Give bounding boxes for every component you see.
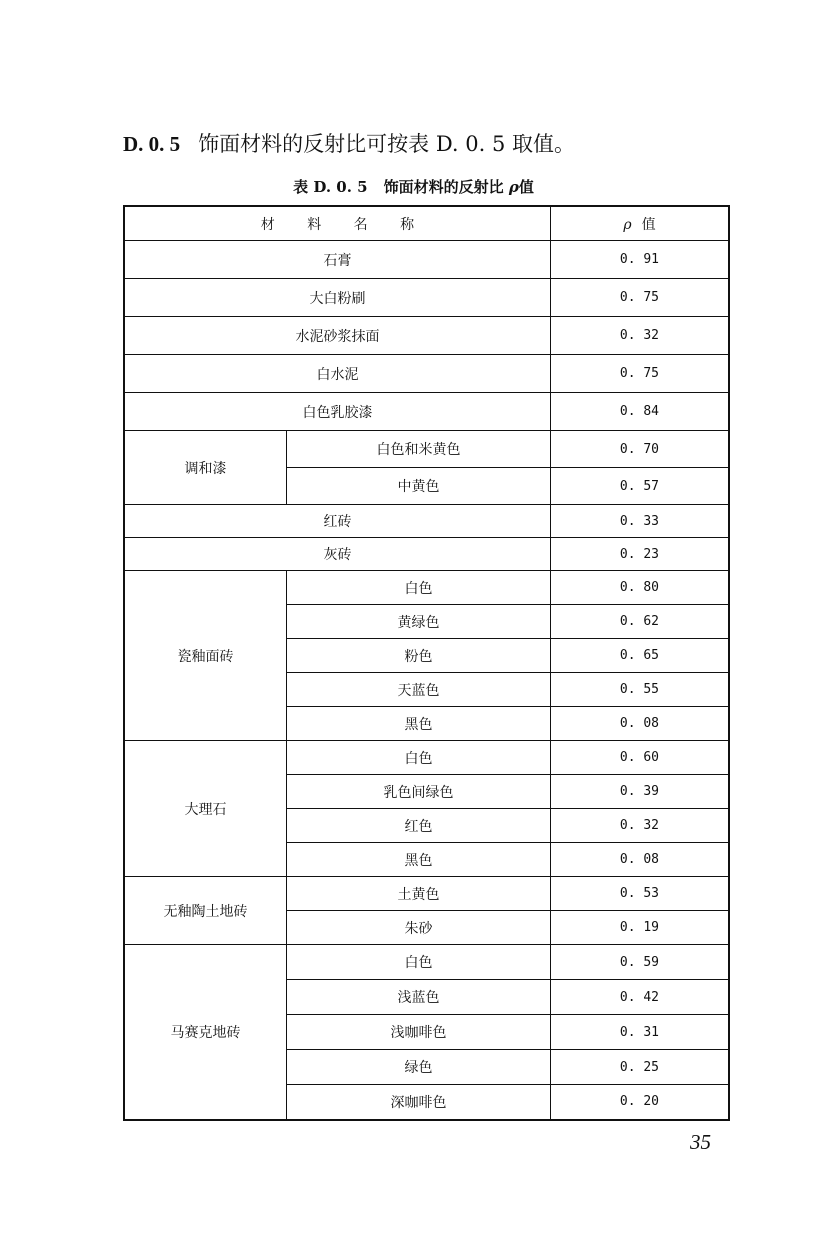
reflectance-value: 0. 60: [550, 741, 729, 775]
reflectance-value: 0. 32: [550, 809, 729, 843]
reflectance-value: 0. 55: [550, 673, 729, 707]
reflectance-value: 0. 57: [550, 468, 729, 505]
header-value-label: 值: [641, 216, 656, 233]
clause-text: 饰面材料的反射比可按表 D. 0. 5 取值。: [198, 132, 576, 156]
material-name: 灰砖: [124, 538, 550, 571]
clause-number: D. 0. 5: [123, 132, 181, 156]
reflectance-value: 0. 84: [550, 393, 729, 431]
material-subtype: 白色: [287, 741, 551, 775]
reflectance-value: 0. 08: [550, 707, 729, 741]
reflectance-value: 0. 62: [550, 605, 729, 639]
reflectance-value: 0. 80: [550, 571, 729, 605]
reflectance-value: 0. 75: [550, 279, 729, 317]
material-group-name: 马赛克地砖: [124, 945, 287, 1120]
reflectance-value: 0. 53: [550, 877, 729, 911]
material-subtype: 白色和米黄色: [287, 431, 551, 468]
table-row: [124, 279, 729, 317]
table-row: [124, 945, 729, 980]
reflectance-value: 0. 25: [550, 1050, 729, 1085]
material-name: 大白粉刷: [124, 279, 550, 317]
material-subtype: 深咖啡色: [287, 1085, 551, 1120]
material-group-name: 大理石: [124, 741, 287, 877]
material-group-name: 调和漆: [124, 431, 287, 505]
reflectance-value: 0. 32: [550, 317, 729, 355]
material-subtype: 土黄色: [287, 877, 551, 911]
table-row: [124, 538, 729, 571]
table-row: [124, 571, 729, 605]
table-title: 饰面材料的反射比: [383, 178, 504, 196]
header-material: 材 料 名 称: [124, 206, 550, 241]
material-subtype: 红色: [287, 809, 551, 843]
reflectance-value: 0. 23: [550, 538, 729, 571]
table-row: [124, 393, 729, 431]
reflectance-value: 0. 39: [550, 775, 729, 809]
material-subtype: 绿色: [287, 1050, 551, 1085]
material-name: 白色乳胶漆: [124, 393, 550, 431]
table-row: [124, 505, 729, 538]
material-name: 红砖: [124, 505, 550, 538]
header-rho-symbol: ρ: [623, 216, 632, 233]
reflectance-value: 0. 70: [550, 431, 729, 468]
material-group-name: 瓷釉面砖: [124, 571, 287, 741]
material-subtype: 黄绿色: [287, 605, 551, 639]
reflectance-value: 0. 08: [550, 843, 729, 877]
reflectance-value: 0. 75: [550, 355, 729, 393]
material-subtype: 白色: [287, 571, 551, 605]
material-name: 石膏: [124, 241, 550, 279]
table-caption: [0, 176, 827, 197]
clause-d-0-5: [123, 128, 575, 158]
reflectance-value: 0. 31: [550, 1015, 729, 1050]
reflectance-value: 0. 42: [550, 980, 729, 1015]
material-subtype: 中黄色: [287, 468, 551, 505]
material-subtype: 朱砂: [287, 911, 551, 945]
reflectance-value: 0. 19: [550, 911, 729, 945]
table-number: 表 D. 0. 5: [293, 178, 368, 196]
reflectance-value: 0. 59: [550, 945, 729, 980]
material-subtype: 黑色: [287, 843, 551, 877]
table-header-row: [124, 206, 729, 241]
material-subtype: 粉色: [287, 639, 551, 673]
reflectance-table-body: [124, 206, 729, 1120]
material-group-name: 无釉陶土地砖: [124, 877, 287, 945]
table-row: [124, 431, 729, 468]
material-subtype: 浅蓝色: [287, 980, 551, 1015]
reflectance-table: [123, 205, 730, 1121]
material-subtype: 天蓝色: [287, 673, 551, 707]
reflectance-value: 0. 65: [550, 639, 729, 673]
table-row: [124, 355, 729, 393]
reflectance-value: 0. 33: [550, 505, 729, 538]
table-title-suffix: 值: [518, 178, 534, 196]
page-number: 35: [690, 1130, 711, 1154]
rho-symbol: ρ: [508, 178, 519, 196]
table-row: [124, 877, 729, 911]
header-value: [550, 206, 729, 241]
table-row: [124, 317, 729, 355]
material-name: 白水泥: [124, 355, 550, 393]
table-row: [124, 741, 729, 775]
reflectance-value: 0. 91: [550, 241, 729, 279]
material-subtype: 黑色: [287, 707, 551, 741]
table-row: [124, 241, 729, 279]
material-subtype: 乳色间绿色: [287, 775, 551, 809]
material-subtype: 浅咖啡色: [287, 1015, 551, 1050]
material-name: 水泥砂浆抹面: [124, 317, 550, 355]
material-subtype: 白色: [287, 945, 551, 980]
reflectance-value: 0. 20: [550, 1085, 729, 1120]
